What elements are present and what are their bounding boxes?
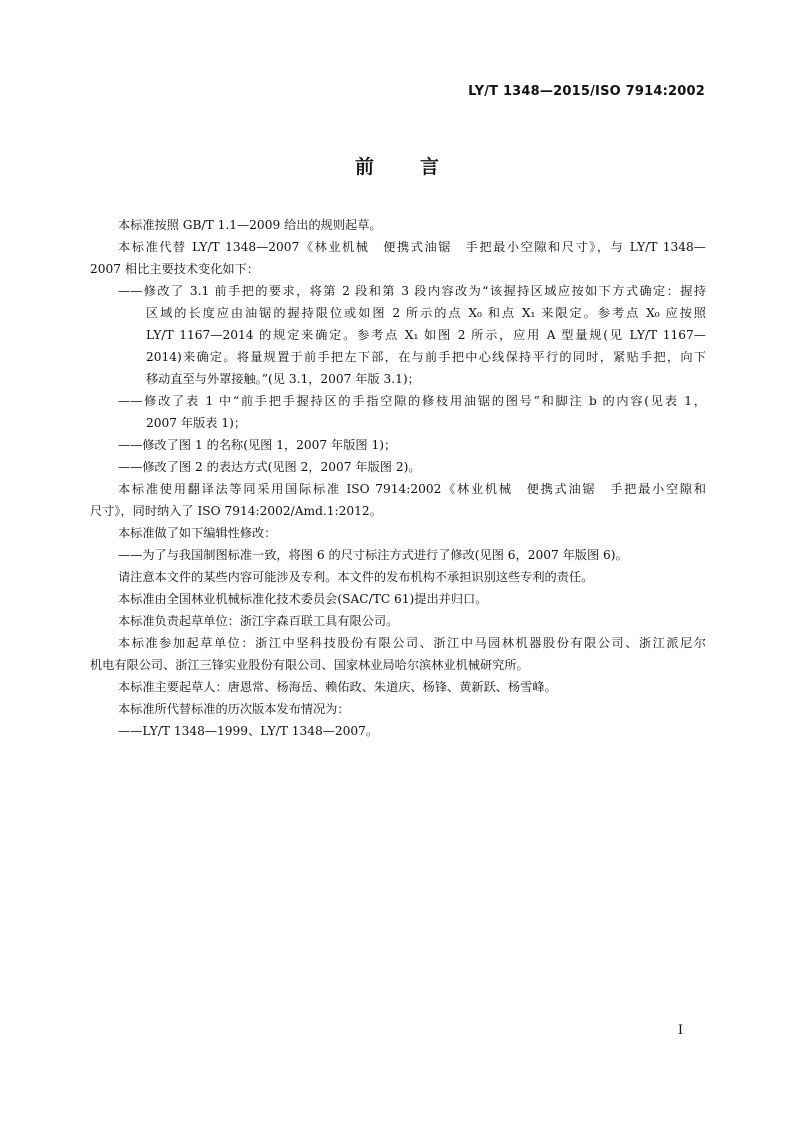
list-item-line: ——修改了图 1 的名称(见图 1，2007 年版图 1)；	[118, 438, 397, 452]
page-title	[0, 152, 794, 179]
page-number: I	[677, 1023, 683, 1038]
paragraph-line: 本标准按照 GB/T 1.1—2009 给出的规则起草。	[118, 218, 382, 232]
paragraph-line: 本标准参加起草单位：浙江中坚科技股份有限公司、浙江中马园林机器股份有限公司、浙江派尼尔	[118, 636, 706, 650]
list-item-line: ——为了与我国制图标准一致，将图 6 的尺寸标注方式进行了修改(见图 6，2007 年版图 6)。	[118, 548, 628, 562]
title-char-1: 前	[354, 156, 374, 178]
paragraph-line: 机电有限公司、浙江三锋实业股份有限公司、国家林业局哈尔滨林业机械研究所。	[90, 658, 529, 672]
paragraph-line: 本标准做了如下编辑性修改：	[118, 526, 277, 540]
paragraph-line: 本标准所代替标准的历次版本发布情况为：	[118, 702, 350, 716]
list-item-line: 2007 年版表 1)；	[146, 416, 247, 430]
list-item-line: 2014)来确定。将量规置于前手把左下部，在与前手把中心线保持平行的同时，紧贴手把，向下	[146, 350, 706, 364]
list-item-line: ——修改了 3.1 前手把的要求，将第 2 段和第 3 段内容改为“该握持区域应按如下方式确定：握持	[118, 284, 706, 298]
list-item-line: 区域的长度应由油锯的握持限位或如图 2 所示的点 X₀ 和点 X₁ 来限定。参考点 X₀ 应按照	[146, 306, 706, 320]
title-char-2: 言	[420, 156, 440, 178]
paragraph-line: 2007 相比主要技术变化如下：	[90, 262, 259, 276]
paragraph-line: 请注意本文件的某些内容可能涉及专利。本文件的发布机构不承担识别这些专利的责任。	[118, 570, 594, 584]
paragraph-line: 本标准主要起草人：唐恩常、杨海岳、赖佑政、朱道庆、杨锋、黄新跃、杨雪峰。	[118, 680, 557, 694]
paragraph-line: 本标准使用翻译法等同采用国际标准 ISO 7914:2002《林业机械 便携式油锯 手把最小空隙和	[118, 482, 706, 496]
standard-code: LY/T 1348—2015/ISO 7914:2002	[468, 84, 705, 99]
list-item-line: 移动直至与外罩接触。”(见 3.1，2007 年版 3.1)；	[146, 372, 420, 386]
paragraph-line: 本标准负责起草单位：浙江宇森百联工具有限公司。	[118, 614, 399, 628]
list-item-line: ——LY/T 1348—1999、LY/T 1348—2007。	[118, 724, 379, 738]
list-item-line: ——修改了表 1 中“前手把手握持区的手指空隙的修枝用油锯的图号”和脚注 b 的内容(见表 1，	[118, 394, 706, 408]
paragraph-line: 本标准由全国林业机械标准化技术委员会(SAC/TC 61)提出并归口。	[118, 592, 488, 606]
paragraph-line: 尺寸》，同时纳入了 ISO 7914:2002/Amd.1:2012。	[90, 504, 382, 518]
paragraph-line: 本标准代替 LY/T 1348—2007《林业机械 便携式油锯 手把最小空隙和尺寸》，与 LY/T 1348—	[118, 240, 706, 254]
list-item-line: LY/T 1167—2014 的规定来确定。参考点 X₁ 如图 2 所示，应用 A 型量规(见 LY/T 1167—	[146, 328, 706, 342]
foreword-body	[90, 214, 706, 742]
list-item-line: ——修改了图 2 的表达方式(见图 2，2007 年版图 2)。	[118, 460, 421, 474]
